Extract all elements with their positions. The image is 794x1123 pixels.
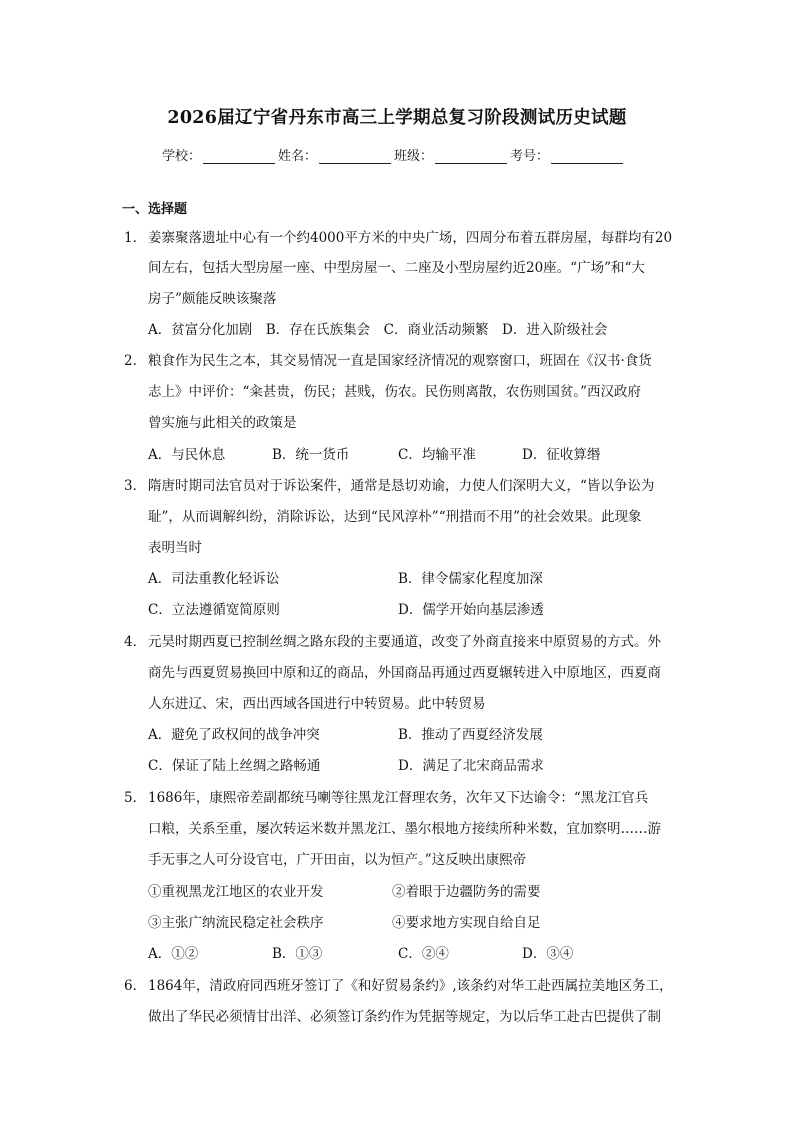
question-5-line-1 <box>124 788 680 808</box>
page-title: 2026届辽宁省丹东市高三上学期总复习阶段测试历史试题 <box>167 108 627 128</box>
question-4-option-b[interactable]: B．推动了西夏经济发展 <box>398 727 543 743</box>
class-field[interactable] <box>435 149 507 164</box>
question-4-line-2: 商先与西夏贸易换回中原和辽的商品，外国商品再通过西夏辗转进入中原地区，西夏商 <box>148 665 661 681</box>
question-text: 元昊时期西夏已控制丝绸之路东段的主要通道，改变了外商直接来中原贸易的方式。外 <box>148 634 661 650</box>
question-4-option-a[interactable]: A．避免了政权间的战争冲突 <box>148 727 320 743</box>
question-5-option-c[interactable]: C．②④ <box>398 946 449 962</box>
question-1-line-1 <box>124 228 680 248</box>
class-label: 班级： <box>394 149 434 164</box>
question-5-statement-4: ④要求地方实现自给自足 <box>392 915 541 931</box>
question-number: 6． <box>124 978 147 994</box>
question-3-option-a[interactable]: A．司法重教化轻诉讼 <box>148 571 280 587</box>
question-2-line-1 <box>124 351 680 371</box>
question-5-statement-1: ①重视黑龙江地区的农业开发 <box>148 884 324 900</box>
question-text: 粮食作为民生之本，其交易情况一直是国家经济情况的观察窗口，班固在《汉书·食货 <box>148 353 652 369</box>
exam-number-field[interactable] <box>551 149 623 164</box>
question-2-line-2: 志上》中评价：“籴甚贵，伤民；甚贱，伤农。民伤则离散，农伤则国贫。”西汉政府 <box>148 384 642 400</box>
question-number: 1． <box>124 230 147 246</box>
question-number: 3． <box>124 478 147 494</box>
school-label: 学校： <box>162 149 202 164</box>
name-label: 姓名： <box>278 149 318 164</box>
question-5-option-a[interactable]: A．①② <box>148 946 199 962</box>
school-field[interactable] <box>203 149 275 164</box>
question-number: 4． <box>124 634 147 650</box>
question-5-statement-3: ③主张广纳流民稳定社会秩序 <box>148 915 324 931</box>
question-3-option-d[interactable]: D．儒学开始向基层渗透 <box>398 602 544 618</box>
question-5-option-d[interactable]: D．③④ <box>522 946 574 962</box>
question-1-options[interactable]: A．贫富分化加剧 B．存在氏族集会 C．商业活动频繁 D．进入阶级社会 <box>148 322 608 338</box>
question-2-line-3: 曾实施与此相关的政策是 <box>148 415 297 431</box>
question-number: 2． <box>124 353 147 369</box>
question-2-option-c[interactable]: C．均输平准 <box>398 447 476 463</box>
name-field[interactable] <box>319 149 391 164</box>
question-5-statement-2: ②着眼于边疆防务的需要 <box>392 884 541 900</box>
question-3-line-2: 耻”，从而调解纠纷，消除诉讼，达到“民风淳朴”“刑措而不用”的社会效果。此现象 <box>148 509 642 525</box>
question-text: 1864年，清政府同西班牙签订了《和好贸易条约》,该条约对华工赴西属拉美地区务工， <box>148 978 673 994</box>
student-info-line <box>162 145 626 164</box>
question-text: 隋唐时期司法官员对于诉讼案件，通常是恳切劝谕，力使人们深明大义，“皆以争讼为 <box>148 478 655 494</box>
question-4-line-1 <box>124 632 680 652</box>
question-text: 1686年，康熙帝差副都统马喇等往黑龙江督理农务，次年又下达谕令：“黑龙江官兵 <box>148 790 649 806</box>
question-2-option-b[interactable]: B．统一货币 <box>272 447 350 463</box>
question-2-option-a[interactable]: A．与民休息 <box>148 447 226 463</box>
section-heading: 一、选择题 <box>122 202 188 217</box>
question-4-option-c[interactable]: C．保证了陆上丝绸之路畅通 <box>148 758 321 774</box>
question-5-line-2: 口粮，关系至重，屡次转运米数并黑龙江、墨尔根地方接续所种米数，宜加察明……游 <box>148 821 661 837</box>
question-text: 姜寨聚落遗址中心有一个约4000平方米的中央广场，四周分布着五群房屋，每群均有20 <box>148 230 673 246</box>
question-6-line-1 <box>124 976 680 996</box>
question-1-line-3: 房子”颇能反映该聚落 <box>148 291 277 307</box>
question-4-line-3: 人东进辽、宋，西出西域各国进行中转贸易。此中转贸易 <box>148 696 486 712</box>
question-4-option-d[interactable]: D．满足了北宋商品需求 <box>398 758 544 774</box>
question-2-option-d[interactable]: D．征收算缗 <box>522 447 601 463</box>
question-3-option-c[interactable]: C．立法遵循宽简原则 <box>148 602 280 618</box>
question-number: 5． <box>124 790 147 806</box>
question-3-option-b[interactable]: B．律令儒家化程度加深 <box>398 571 543 587</box>
question-5-option-b[interactable]: B．①③ <box>272 946 323 962</box>
exam-number-label: 考号： <box>510 149 550 164</box>
question-3-line-3: 表明当时 <box>148 540 202 556</box>
question-5-line-3: 手无事之人可分设官屯，广开田亩，以为恒产。”这反映出康熙帝 <box>148 852 527 868</box>
question-3-line-1 <box>124 476 680 496</box>
question-1-line-2: 间左右，包括大型房屋一座、中型房屋一、二座及小型房屋约近20座。“广场”和“大 <box>148 260 645 276</box>
question-6-line-2: 做出了华民必须情甘出洋、必须签订条约作为凭据等规定，为以后华工赴古巴提供了制 <box>148 1009 661 1025</box>
